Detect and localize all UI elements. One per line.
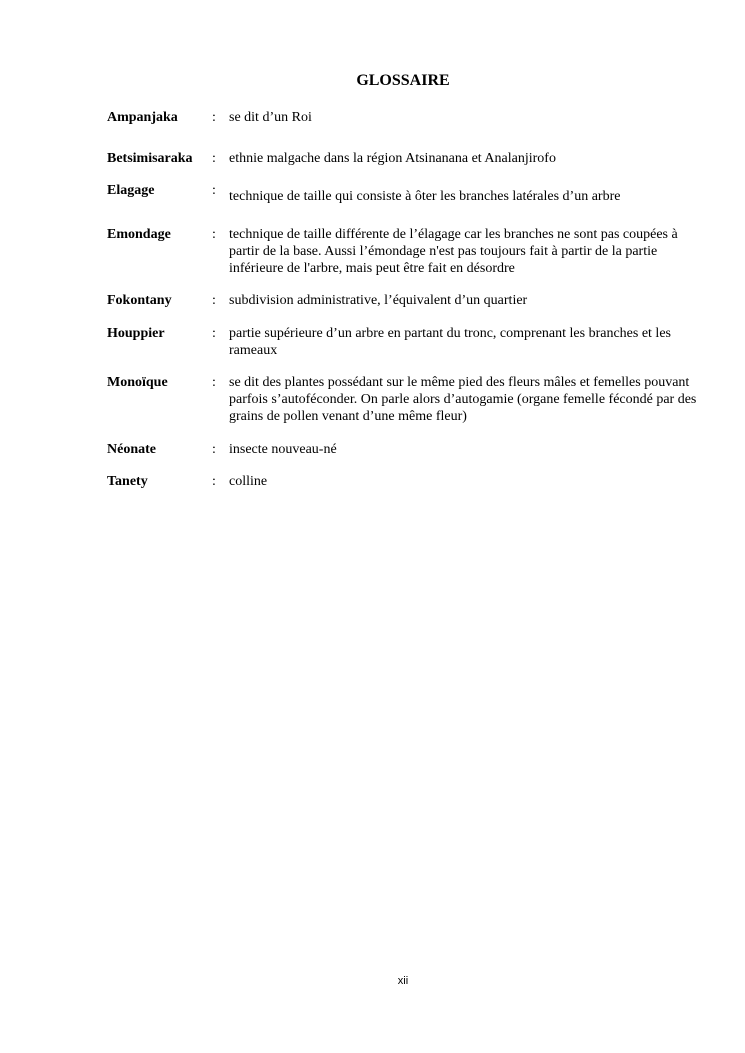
term: Houppier	[107, 326, 165, 341]
term: Emondage	[107, 227, 171, 242]
term: Néonate	[107, 442, 156, 457]
definition: insecte nouveau-né	[229, 442, 337, 457]
term: Ampanjaka	[107, 110, 178, 125]
separator: :	[212, 227, 216, 242]
definition: ethnie malgache dans la région Atsinanana et Analanjirofo	[229, 151, 556, 166]
separator: :	[212, 151, 216, 166]
term: Monoïque	[107, 375, 168, 390]
definition: partie supérieure d’un arbre en partant du tronc, comprenant les branches et les rameaux	[229, 326, 671, 358]
separator: :	[212, 375, 216, 390]
page-number: xii	[397, 975, 409, 987]
definition: subdivision administrative, l’équivalent d’un quartier	[229, 293, 528, 308]
definition: technique de taille différente de l’élagage car les branches ne sont pas coupées à partir de la base. Aussi l’émondage n'est pas toujours fait à partir de la partie inférieure de l'arbre, mais peut être fait en désordre	[229, 227, 678, 276]
separator: :	[212, 442, 216, 457]
definition: colline	[229, 474, 268, 489]
term: Elagage	[107, 183, 155, 198]
page-title: GLOSSAIRE	[356, 72, 450, 89]
term: Tanety	[107, 474, 148, 489]
definition: se dit d’un Roi	[229, 110, 312, 125]
term: Fokontany	[107, 293, 172, 308]
separator: :	[212, 474, 216, 489]
definition: technique de taille qui consiste à ôter les branches latérales d’un arbre	[229, 189, 621, 204]
separator: :	[212, 110, 216, 125]
separator: :	[212, 326, 216, 341]
definition: se dit des plantes possédant sur le même pied des fleurs mâles et femelles pouvant parfois s’autoféconder. On parle alors d’autogamie (organe femelle fécondé par des grains de pollen venant d’une même fleur)	[229, 375, 697, 424]
separator: :	[212, 293, 216, 308]
separator: :	[212, 183, 216, 198]
term: Betsimisaraka	[107, 151, 193, 166]
